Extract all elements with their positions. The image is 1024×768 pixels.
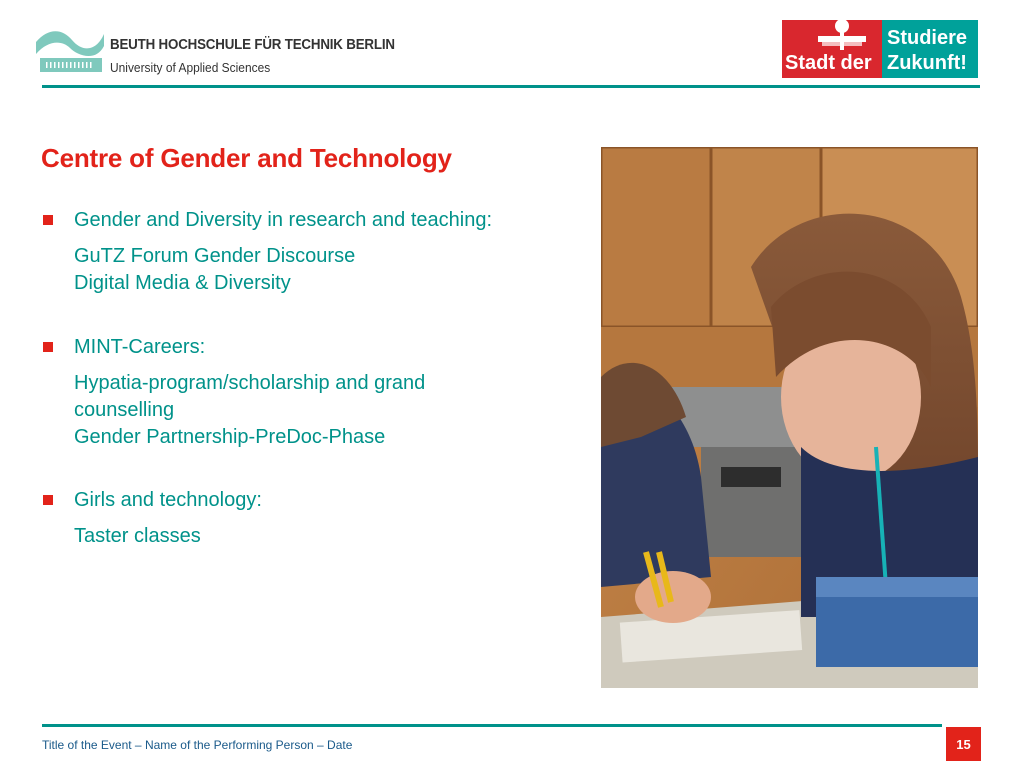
- page-number: 15: [956, 737, 971, 752]
- bullet-square-icon: [43, 495, 53, 505]
- student-workshop-photo: [601, 147, 978, 688]
- tv-tower-icon: [812, 6, 872, 50]
- bullet-line: Digital Media & Diversity: [74, 272, 291, 294]
- institution-subtitle: University of Applied Sciences: [110, 60, 271, 75]
- campaign-badge: [782, 6, 978, 78]
- slide-title: Centre of Gender and Technology: [41, 143, 452, 173]
- badge-line-2-left: Stadt der: [785, 52, 872, 74]
- header-divider: [42, 85, 980, 88]
- bullet-square-icon: [43, 342, 53, 352]
- bullet-line: Hypatia-program/scholarship and grand: [74, 372, 426, 394]
- bullet-line: Gender Partnership-PreDoc-Phase: [74, 426, 386, 448]
- institution-name: BEUTH HOCHSCHULE FÜR TECHNIK BERLIN: [110, 37, 395, 53]
- badge-line-1: Studiere: [887, 27, 968, 49]
- bullet-line: GuTZ Forum Gender Discourse: [74, 245, 356, 267]
- university-logo-icon: [34, 24, 106, 78]
- bullet-line: counselling: [74, 399, 175, 421]
- badge-line-2-right: Zukunft!: [887, 52, 967, 74]
- bullet-line: Taster classes: [74, 525, 201, 547]
- bullet-heading: Gender and Diversity in research and teaching:: [74, 209, 493, 231]
- footer-divider: [42, 724, 942, 727]
- bullet-heading: Girls and technology:: [74, 489, 262, 511]
- bullet-square-icon: [43, 215, 53, 225]
- footer-event-info: Title of the Event – Name of the Performing Person – Date: [42, 738, 353, 752]
- bullet-heading: MINT-Careers:: [74, 336, 206, 358]
